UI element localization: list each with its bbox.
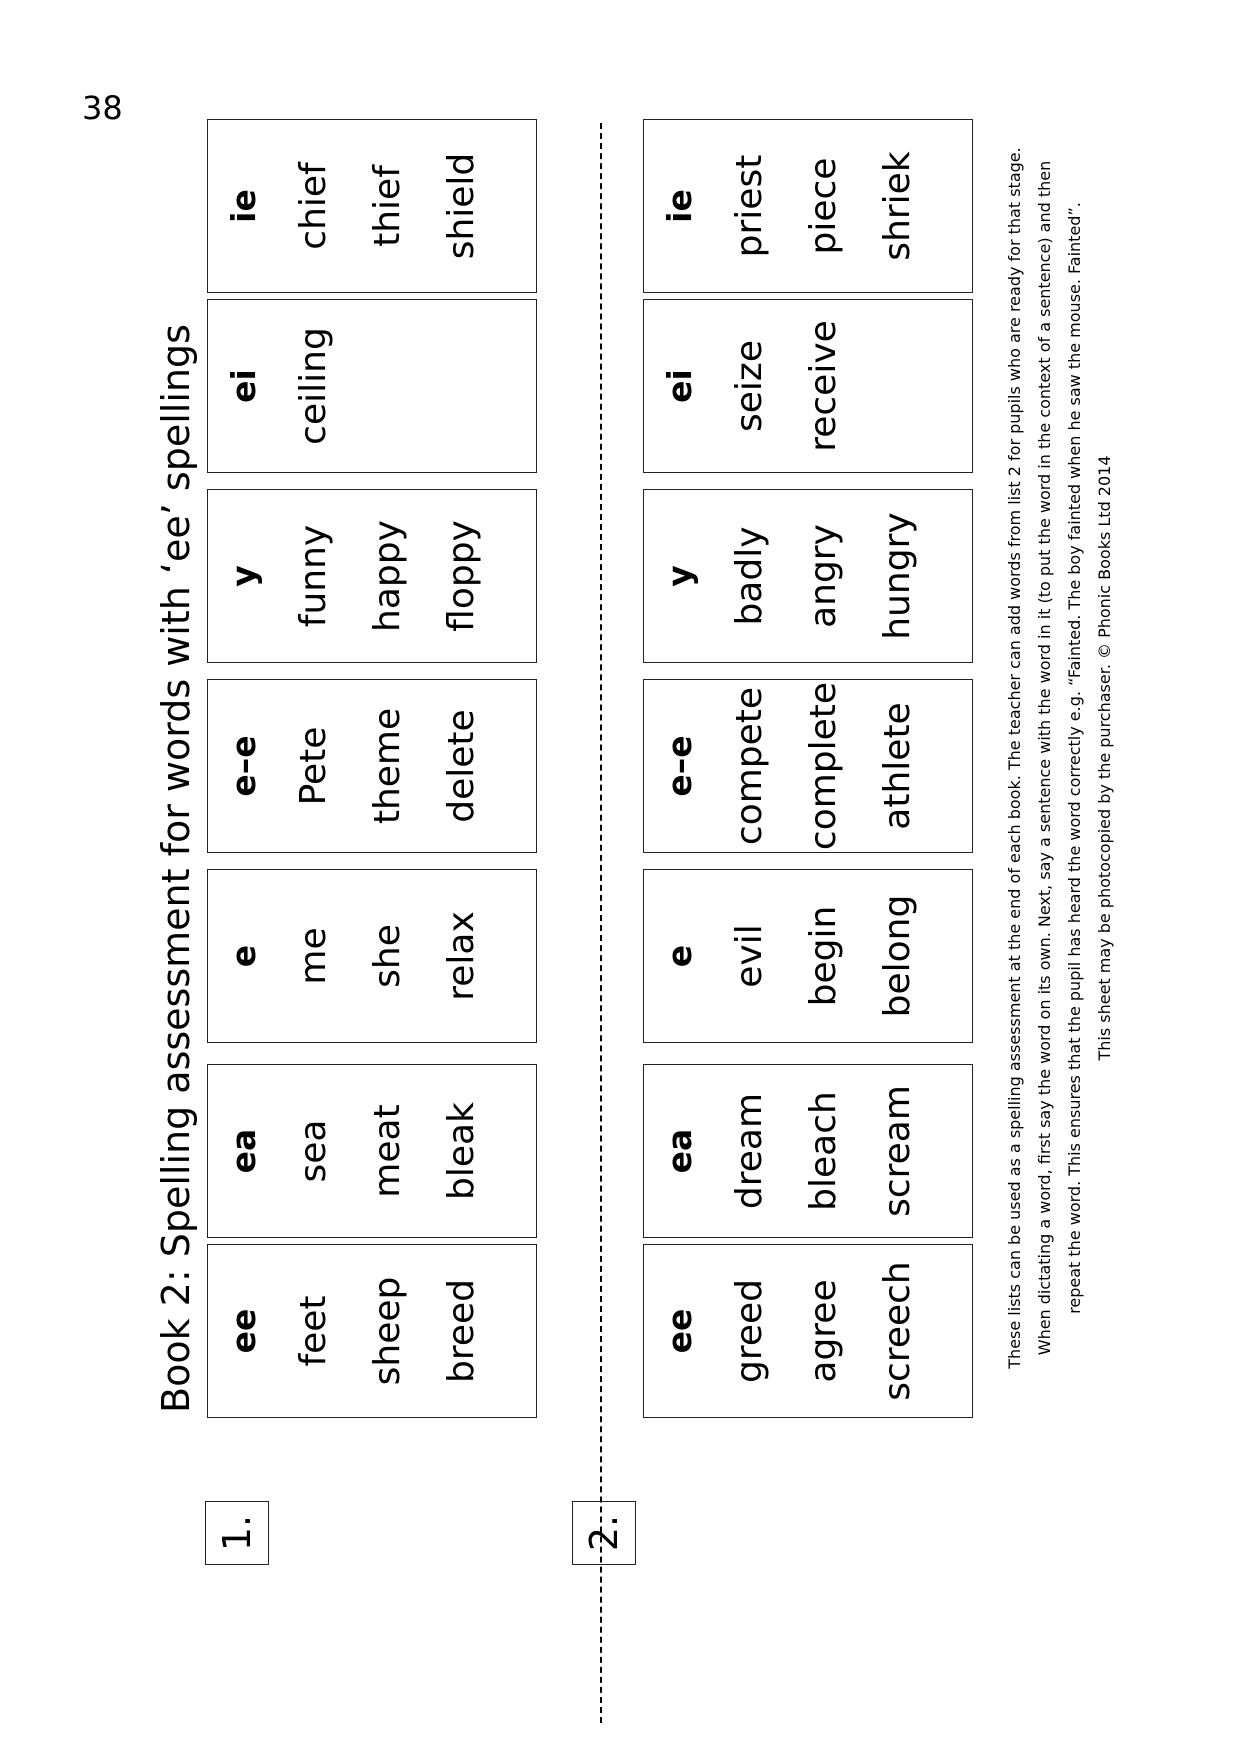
card-word: priest (729, 154, 770, 258)
card-word: scream (877, 1085, 918, 1217)
card-word: complete (803, 681, 844, 851)
list-1-card-ei (207, 299, 537, 473)
card-heading: y (660, 565, 699, 587)
card-heading: e (224, 944, 263, 968)
card-word: angry (803, 524, 844, 628)
card-heading: y (224, 565, 263, 587)
card-word: sheep (367, 1276, 408, 1386)
card-word: dream (729, 1092, 770, 1210)
list-1-card-ie (207, 119, 537, 293)
card-heading: ea (660, 1128, 699, 1174)
card-word: athlete (877, 702, 918, 830)
card-word: shield (441, 152, 482, 260)
card-word: receive (803, 320, 844, 452)
card-word: compete (729, 686, 770, 846)
card-heading: e (660, 944, 699, 968)
list-2-card-ie (643, 119, 973, 293)
card-word: sea (293, 1119, 334, 1183)
card-word: chief (293, 162, 334, 250)
card-word: ceiling (293, 327, 334, 445)
card-word: me (293, 927, 334, 985)
list-2-card-e-e (643, 679, 973, 853)
card-heading: ea (224, 1128, 263, 1174)
card-word: Pete (293, 726, 334, 806)
card-word: piece (803, 157, 844, 255)
card-word: breed (441, 1279, 482, 1384)
card-word: badly (729, 526, 770, 626)
instructions-footer (1000, 0, 1120, 1523)
card-word: screech (877, 1261, 918, 1401)
footer-line: When dictating a word, first say the word on its own. Next, say a sentence with the word in it (to put the word in the context of a sentence) and then (1035, 160, 1054, 1356)
card-word: delete (441, 709, 482, 823)
card-word: belong (877, 894, 918, 1018)
list-2-card-ea (643, 1064, 973, 1238)
dashed-divider (600, 123, 602, 1723)
list-2-card-e (643, 869, 973, 1043)
card-word: seize (729, 340, 770, 432)
card-word: agree (803, 1279, 844, 1383)
card-word: greed (729, 1279, 770, 1384)
card-word: begin (803, 905, 844, 1007)
card-heading: ei (660, 369, 699, 403)
card-word: bleak (441, 1102, 482, 1200)
card-heading: ie (660, 189, 699, 223)
copyright-line: This sheet may be photocopied by the purchaser. © Phonic Books Ltd 2014 (1095, 455, 1114, 1061)
card-heading: ee (660, 1308, 699, 1354)
card-heading: ie (224, 189, 263, 223)
card-word: relax (441, 911, 482, 1001)
card-word: shriek (877, 151, 918, 261)
footer-line: repeat the word. This ensures that the pupil has heard the word correctly e.g. “Fainted. The boy fainted when he saw the mouse. Fainted”. (1065, 202, 1084, 1314)
card-word: bleach (803, 1091, 844, 1211)
card-word: funny (293, 524, 334, 628)
list-1-card-e (207, 869, 537, 1043)
card-word: hungry (877, 512, 918, 640)
card-word: meat (367, 1104, 408, 1198)
card-word: feet (293, 1295, 334, 1367)
list-1-card-ee (207, 1244, 537, 1418)
card-word: evil (729, 924, 770, 988)
card-word: floppy (441, 520, 482, 632)
page-number: 38 (82, 89, 123, 127)
list-2-card-ei (643, 299, 973, 473)
card-word: happy (367, 520, 408, 632)
list-number-2: 2. (572, 1501, 636, 1565)
card-heading: e–e (224, 735, 263, 797)
page-title: Book 2: Spelling assessment for words with ‘ee’ spellings (154, 324, 198, 1413)
card-word: she (367, 924, 408, 988)
list-number-1: 1. (205, 1501, 269, 1565)
footer-line: These lists can be used as a spelling assessment at the end of each book. The teacher can add words from list 2 for pupils who are ready for that stage. (1005, 147, 1024, 1369)
list-2-card-y (643, 489, 973, 663)
card-word: theme (367, 707, 408, 825)
card-word: thief (367, 165, 408, 247)
list-2-card-ee (643, 1244, 973, 1418)
list-1-card-ea (207, 1064, 537, 1238)
card-heading: ei (224, 369, 263, 403)
card-heading: ee (224, 1308, 263, 1354)
card-heading: e–e (660, 735, 699, 797)
list-1-card-e-e (207, 679, 537, 853)
list-1-card-y (207, 489, 537, 663)
